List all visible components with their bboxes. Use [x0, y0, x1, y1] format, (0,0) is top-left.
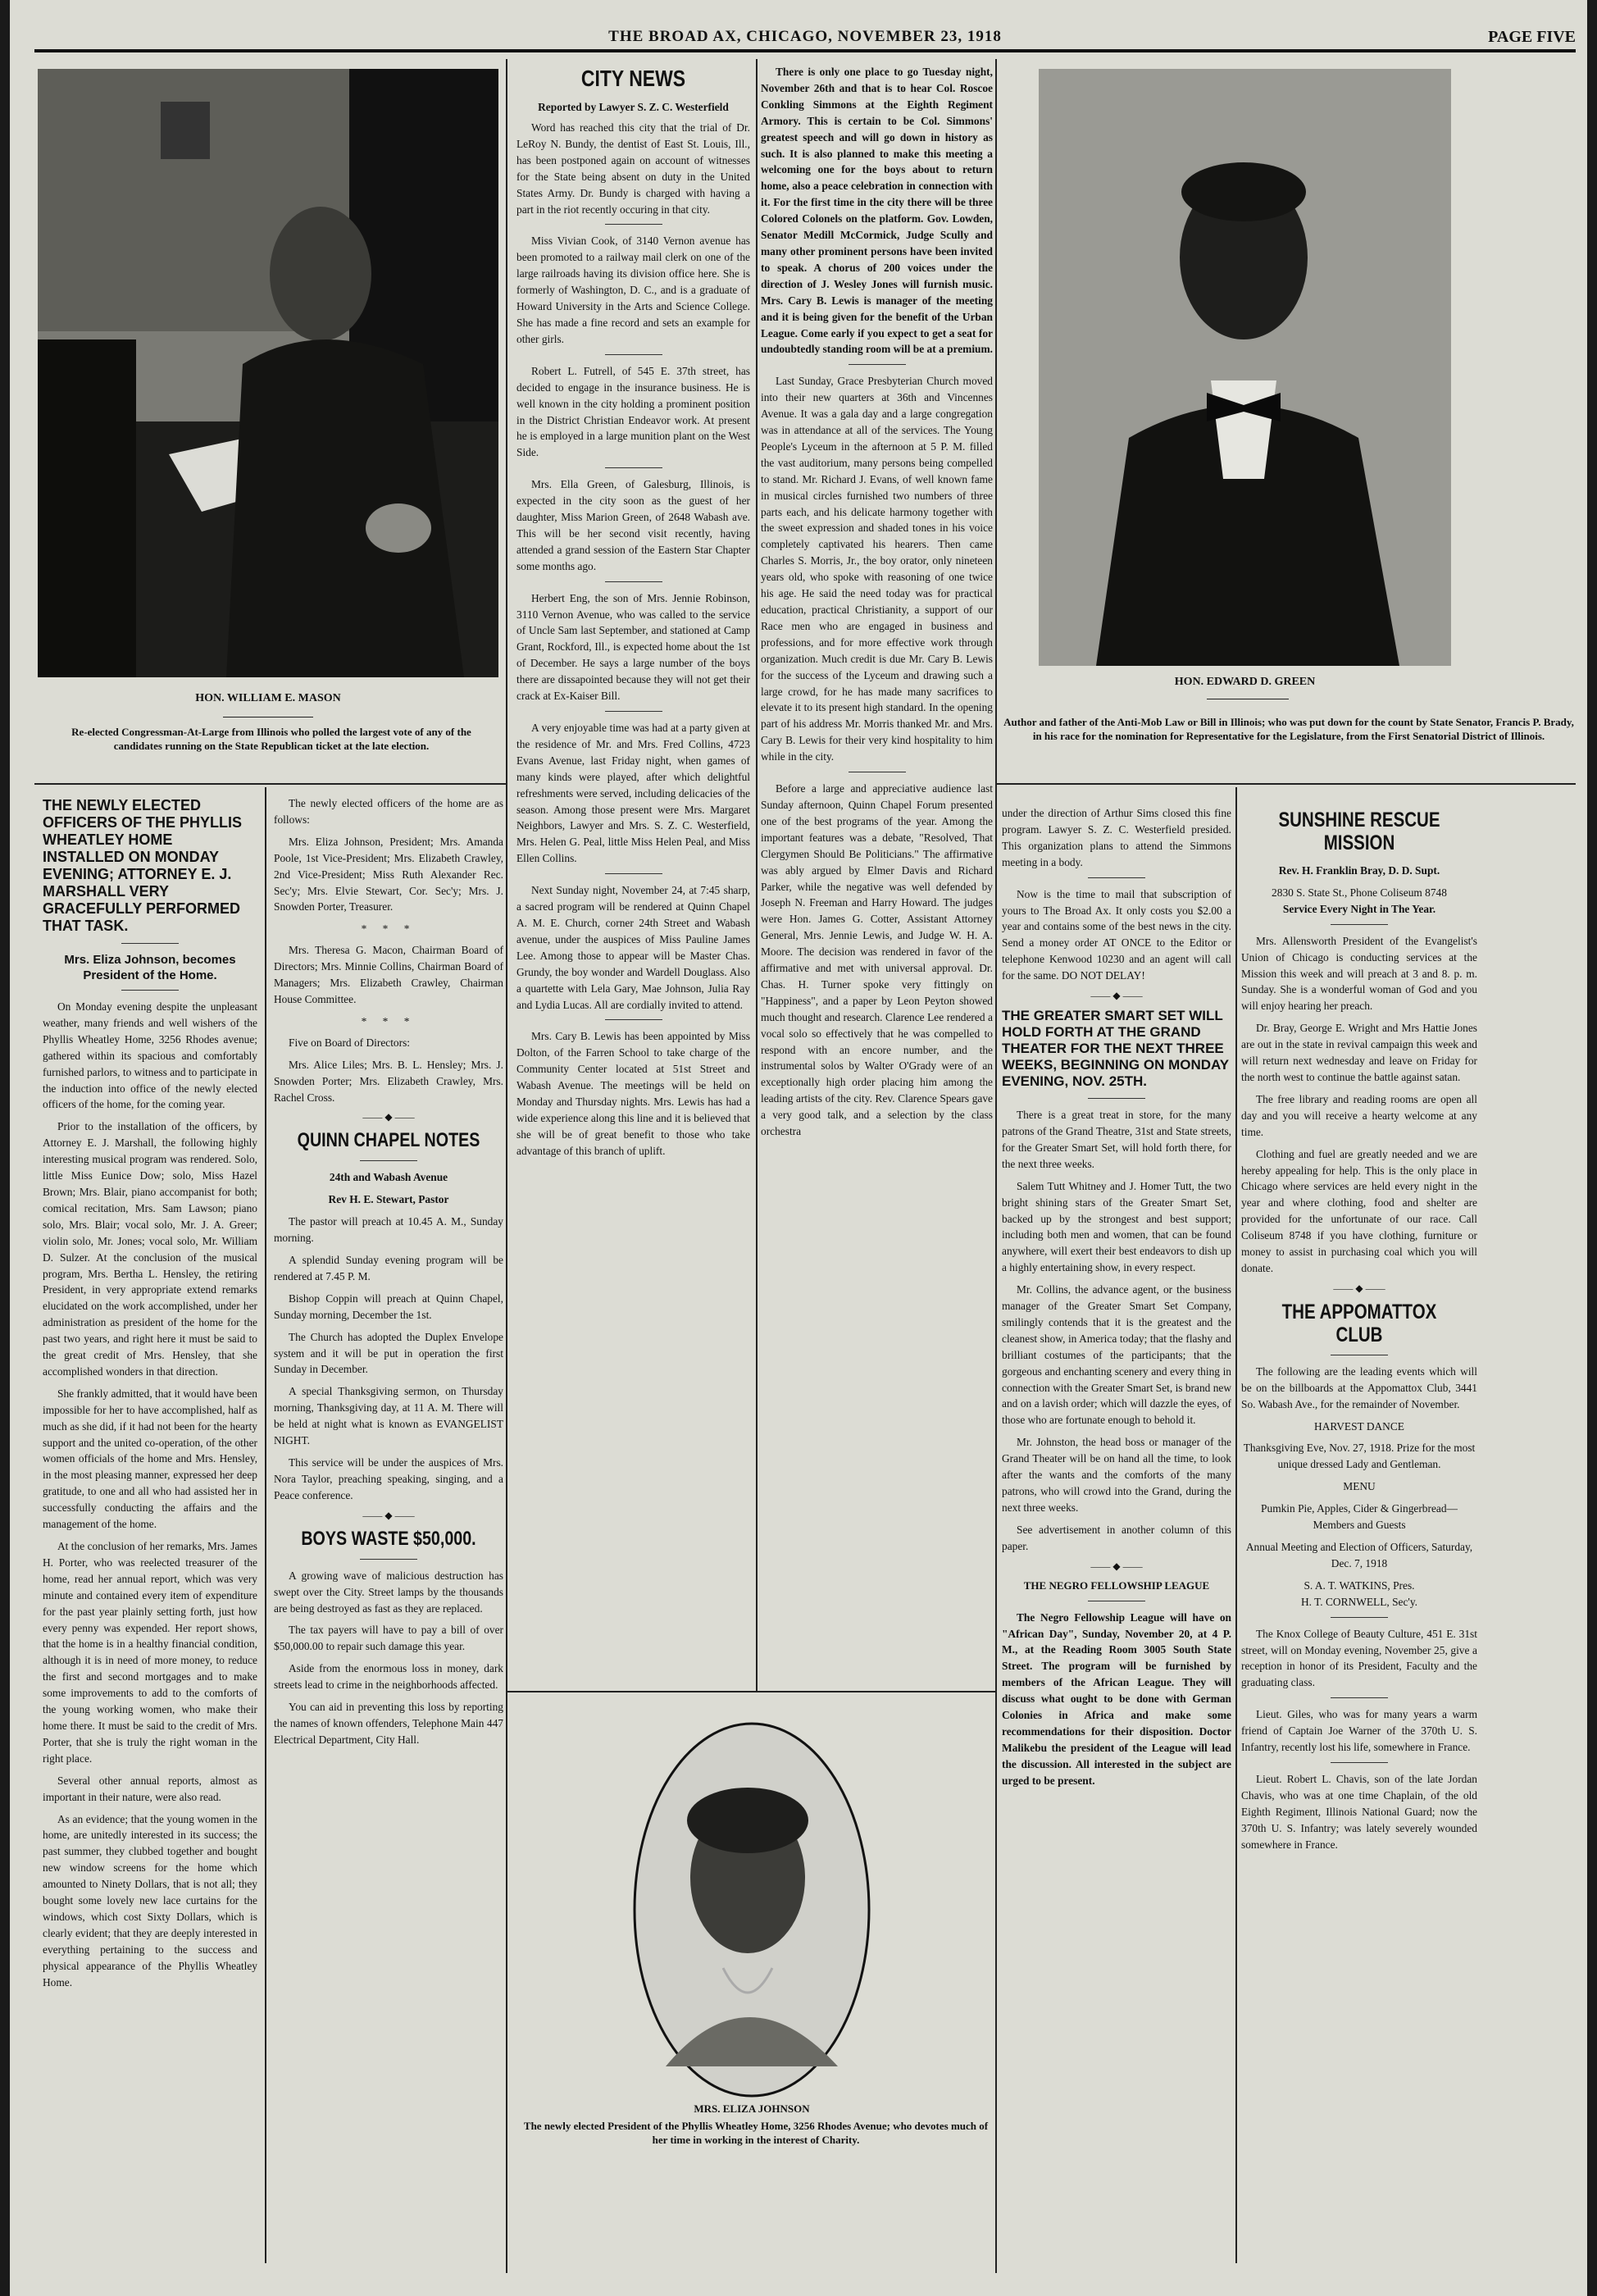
phyllis-paragraph: On Monday evening despite the unpleasant weather, many friends and well wishers of the Phyllis Wheatley Home, 3256 Rhodes avenue; gathered within its spacious and comfortably furnished parlors, to witness and to participate in the induction into office of the newly elected officers of the home, for the coming year. [43, 1000, 257, 1111]
phyllis-paragraph: Five on Board of Directors: [289, 1036, 411, 1049]
quinn-paragraph: A splendid Sunday evening program will be rendered at 7.45 P. M. [274, 1254, 503, 1282]
smart-set-headline: THE GREATER SMART SET WILL HOLD FORTH AT THE GRAND THEATER FOR THE NEXT THREE WEEKS, BEGINNING ON MONDAY EVENING, NOV. 25TH. [1002, 1008, 1229, 1090]
separator [1331, 924, 1388, 925]
quinn-paragraph: Bishop Coppin will preach at Quinn Chapel, Sunday morning, December the 1st. [274, 1292, 503, 1321]
knox-paragraph: The Knox College of Beauty Culture, 451 E. 31st street, will on Monday evening, November 25, give a reception in honor of its President, Faculty and the graduating class. [1241, 1627, 1477, 1689]
city-news-article [516, 62, 750, 1165]
mason-description: Re-elected Congressman-At-Large from Illinois who polled the largest vote of any of the candidates running on the State Republican ticket at the late election. [71, 726, 471, 752]
ornament: —— ◆ —— [1090, 1560, 1143, 1572]
column-five [1002, 805, 1231, 1795]
separator [605, 467, 662, 468]
phyllis-paragraph: At the conclusion of her remarks, Mrs. James H. Porter, who was reelected treasurer of the home, read her annual report, which was very minute and contained every item of expenditure for the past year plainly setting forth, just how every penny was expended. Her report shows, that the home is in a healthy financial condition, although it is in need of more money, to reduce the first and second mortgages and to make some improvements to add to the comforts of the young working women, who make their home there. It must be said to the credit of Mrs. Porter, that she is truly the right woman in the right place. [43, 1540, 257, 1765]
separator [1088, 877, 1145, 878]
appomattox-dance: HARVEST DANCE [1314, 1419, 1404, 1433]
caption-rule [223, 717, 313, 718]
column-rule [756, 59, 758, 1691]
quinn-headline: QUINN CHAPEL NOTES [297, 1129, 480, 1152]
grace-church-paragraph: Last Sunday, Grace Presbyterian Church moved into their new quarters at 36th and Vincennes Avenue. It was a gala day and a large congregation was in attendance at all of the services. The Young People's Lyceum in the afternoon at 5 P. M. filled the vast auditorium, many persons being compelled to stand. Mr. Richard J. Evans, of well known fame in musical circles furnished two numbers of three parts each, and his delicate harmony together with the sweet expression and shaded tones in his voice completely captivated his hearers. Then came Charles S. Morris, Jr., the boy orator, only nineteen years old, who spoke with reasoning of one twice his age. He said the need today was for practical education, practical Christianity, a support of our Race men who are engaged in business and professions, and for more effective work through organization. Much credit is due Mr. Cary B. Lewis for the success of the Lyceum and drawing such a large crowd, for he has made many sacrifices to elevate it to its present high standard. In the opening part of his address Mr. Morris thanked Mr. and Mrs. Cary B. Lewis for their very kind hospitality to him while in the city. [761, 375, 993, 763]
sunshine-address: 2830 S. State St., Phone Coliseum 8748 [1272, 886, 1447, 899]
appomattox-president: S. A. T. WATKINS, Pres. [1304, 1578, 1415, 1592]
quinn-paragraph: A special Thanksgiving sermon, on Thursday morning, Thanksgiving day, at 11 A. M. There will be held at night what is known as EVANGELIST NIGHT. [274, 1385, 503, 1447]
separator-dots: * * * [361, 922, 416, 936]
fellowship-headline: THE NEGRO FELLOWSHIP LEAGUE [1023, 1578, 1210, 1592]
masthead-line: THE BROAD AX, CHICAGO, NOVEMBER 23, 1918 [608, 28, 1002, 45]
mason-portrait [38, 69, 498, 677]
column-rule [506, 59, 507, 2273]
column-rule [995, 59, 997, 2273]
appomattox-menu-items: Pumkin Pie, Apples, Cider & Gingerbread—Members and Guests [1261, 1502, 1458, 1532]
phyllis-subhead: Mrs. Eliza Johnson, becomes President of the Home. [64, 953, 236, 982]
smart-set-paragraph: Mr. Johnston, the head boss or manager of the Grand Theater will be on hand all the time, to look after the wants and the comforts of the many patrons, who will crowd into the Grand, during the next three weeks. [1002, 1436, 1231, 1514]
phyllis-headline: THE NEWLY ELECTED OFFICERS OF THE PHYLLIS WHEATLEY HOME INSTALLED ON MONDAY EVENING; ATTORNEY E. J. MARSHALL VERY GRACEFULLY PERFORMED THAT TASK. [43, 797, 243, 934]
eliza-johnson-portrait [633, 1722, 871, 2098]
green-caption: HON. EDWARD D. GREEN [1174, 676, 1316, 688]
city-news-paragraph: Next Sunday night, November 24, at 7:45 sharp, a sacred program will be rendered at Quinn Chapel A. M. E. Church, corner 24th Street and Wabash avenue, under the auspices of Miss Pauline James Lee. Among those to appear will be Master Chas. Grundy, the boy wonder and Wardell Douglass. Also a quartette with Lela Gary, Mae Johnson, Julia Ray and Lydia Lucas. All are cordially invited to attend. [516, 884, 750, 1011]
separator [1088, 1098, 1145, 1099]
separator [605, 711, 662, 712]
smart-set-paragraph: Mr. Collins, the advance agent, or the business manager of the Greater Smart Set Company, smilingly contends that it is the greatest and the cleanest show, in America today; that the flashy and brilliant costumes of the participants; that the gorgeous and enchanting scenery and every thing in connection with the Greater Smart Set, is brand new and on a lavish order; which will dazzle the eyes, of those who are fortunate enough to behold it. [1002, 1283, 1232, 1427]
separator [121, 990, 179, 991]
sunshine-headline: SUNSHINE RESCUE MISSION [1278, 809, 1440, 854]
separator-dots: * * * [361, 1014, 416, 1027]
separator [1331, 1617, 1388, 1618]
chavis-paragraph: Lieut. Robert L. Chavis, son of the late Jordan Chavis, who was at one time Chaplain, of the old Eighth Regiment, Illinois National Guard; now the 370th U. S. Infantry; was lately severely wounded somewhere in France. [1241, 1772, 1477, 1851]
phyllis-paragraph: Several other annual reports, almost as important in their nature, were also read. [43, 1774, 257, 1803]
separator [360, 1160, 417, 1161]
separator [1331, 1762, 1388, 1763]
sunshine-paragraph: Mrs. Allensworth President of the Evangelist's Union of Chicago is conducting services at the Mission this week and will preach at 3 and 8. p. m. Sunday. She is a wonderful woman of God and you will enjoy hearing her preach. [1241, 934, 1477, 1013]
section-rule [507, 1691, 996, 1692]
boys-paragraph: Aside from the enormous loss in money, dark streets lead to crime in the neighborhoods affected. [274, 1662, 503, 1692]
sunshine-service: Service Every Night in The Year. [1282, 902, 1436, 915]
separator [605, 224, 662, 225]
phyllis-board: Mrs. Theresa G. Macon, Chairman Board of Directors; Mrs. Minnie Collins, Chairman Board of Managers; Mrs. Elizabeth Crawley, Chairman House Committee. [274, 944, 503, 1005]
city-news-paragraph: Herbert Eng, the son of Mrs. Jennie Robinson, 3110 Vernon Avenue, who was called to the service of Uncle Sam last September, and stationed at Camp Grant, Rockford, Ill., is expected home about the 1st of December. He says a large number of the boys there are dissapointed because they will not get their crack at Ex-Kaiser Bill. [516, 591, 750, 703]
section-rule [996, 783, 1576, 785]
city-news-paragraph: Robert L. Futrell, of 545 E. 37th street, has decided to engage in the insurance business. He is well known in the city holding a prominent position in the District Christian Endeavor work. At present he is employed in a large munition plant on the West Side. [516, 364, 750, 459]
green-portrait-image [1039, 69, 1451, 666]
phyllis-paragraph: The newly elected officers of the home are as follows: [274, 797, 503, 826]
ornament: —— ◆ —— [362, 1111, 415, 1123]
city-news-paragraph: Mrs. Ella Green, of Galesburg, Illinois, is expected in the city soon as the guest of her daughter, Miss Marion Green, of 2648 Wabash ave. This will be her second visit recently, having attended a grand session of the Eastern Star Chapter some months ago. [516, 478, 750, 572]
city-news-headline: CITY NEWS [580, 66, 686, 91]
phyllis-paragraph: She frankly admitted, that it would have been impossible for her to have accomplished, half as much as she did, if it had not been for the hearty support and the united co-operation, of the other women officials of the home and Mrs. Hensley, in the most pleasing manner, expressed her deep gratitude, to one and all who had assisted her in successfully conducting the affairs and the management of the home. [43, 1387, 257, 1531]
city-news-paragraph: A very enjoyable time was had at a party given at the residence of Mr. and Mrs. Fred Collins, 4723 Evans Avenue, last Friday night, when games of many kinds were played, after which delightful refreshments were served, including delicacies of the season. Among those present were Mrs. Margaret Neighbors, Lawyer and Mrs. S. Z. C. Westerfield, Mrs. Helen G. Peal, little Miss Helen Peal, and Miss Ellen Collins. [516, 722, 750, 865]
forum-continued: under the direction of Arthur Sims closed this fine program. Lawyer S. Z. C. Westerfield presided. This organization plans to attend the Simmons meeting in a body. [1002, 807, 1231, 868]
smart-set-paragraph: Salem Tutt Whitney and J. Homer Tutt, the two bright shining stars of the Greater Smart Set, backed up by the strongest and best support; including both men and women, that can be found anywhere, will exert their best endeavors to dish up a highly entertaining show, in every respect. [1002, 1179, 1231, 1274]
fellowship-paragraph: The Negro Fellowship League will have on "African Day", Sunday, November 20, at 4 P. M., at the Reading Room 3005 South State Street. The program will be furnished by members of the African League. They will discuss what ought to be done with German Colonies in Africa and make some recommendations for their disposition. Doctor Malikebu the president of the League will lead the discussion. All interested in the subject are urged to be present. [1002, 1610, 1231, 1787]
phyllis-officers: Mrs. Eliza Johnson, President; Mrs. Amanda Poole, 1st Vice-President; Mrs. Elizabeth Crawley, 2nd Vice-President; Miss Ruth Alexander Rec. Sec'y; Mrs. Elvie Stewart, Cor. Sec'y; Mrs. J. Snowden Porter, Treasurer. [274, 835, 503, 913]
eliza-johnson-portrait-image [633, 1722, 871, 2098]
quinn-pastor: Rev H. E. Stewart, Pastor [328, 1193, 449, 1206]
separator [1331, 1697, 1388, 1698]
separator [605, 354, 662, 355]
eliza-caption: MRS. ELIZA JOHNSON [694, 2102, 810, 2115]
appomattox-paragraph: The following are the leading events which will be on the billboards at the Appomattox Club, 3441 So. Wabash Ave., for the remainder of November. [1241, 1364, 1477, 1410]
boys-paragraph: A growing wave of malicious destruction has swept over the City. Street lamps by the thousands are being destroyed as fast as they are replaced. [274, 1569, 503, 1615]
page-number: PAGE FIVE [1488, 28, 1576, 46]
separator [605, 581, 662, 582]
quinn-paragraph: The pastor will preach at 10.45 A. M., Sunday morning. [274, 1215, 503, 1245]
mason-portrait-image [38, 69, 498, 677]
sunshine-paragraph: Dr. Bray, George E. Wright and Mrs Hattie Jones are out in the state in revival campaign this week and will return next wednesday and leave on Friday for the north west to continue the battle against satan. [1241, 1022, 1477, 1083]
phyllis-paragraph: Prior to the installation of the officers, by Attorney E. J. Marshall, the following highly interesting musical program was rendered. Solo, little Miss Eunice Dow; solo, Miss Hazel Brown; Mrs. Blair, piano accompanist for both; comical recitation, Mrs. Sam Lawson; piano solo, Mrs. Blair; vocal solo, Mr. J. A. Greer; violin solo, Mr. Jones; vocal solo, Mr. William D. Sulzer. At the conclusion of the musical program, Mrs. Bertha L. Hensley, the retiring President, in very appropriate extend remarks elucidated on the work accomplished, under her administration as president of the home for the past two years, and right here it must be said to the great credit of Mrs. Hensley, that she accomplished wonders in that direction. [43, 1120, 257, 1378]
newspaper-page [10, 0, 1587, 2296]
giles-paragraph: Lieut. Giles, who was for many years a warm friend of Captain Joe Warner of the 370th U. S. Infantry, recently lost his life, somewhere in France. [1241, 1708, 1477, 1754]
column-four [761, 64, 993, 1146]
ornament: —— ◆ —— [362, 1509, 415, 1521]
column-rule [265, 787, 266, 2263]
column-rule [1235, 787, 1237, 2263]
appomattox-meeting: Annual Meeting and Election of Officers, Saturday, Dec. 7, 1918 [1245, 1541, 1473, 1569]
city-news-paragraph: Word has reached this city that the trial of Dr. LeRoy N. Bundy, the dentist of East St. Louis, Ill., has been postponed again on account of witnesses for the State being absent on duty in the United States Army. Dr. Bundy is charged with having a part in the riot recently occuring in that city. [516, 121, 750, 216]
sunshine-pastor: Rev. H. Franklin Bray, D. D. Supt. [1278, 864, 1440, 877]
separator [605, 1019, 662, 1020]
smart-set-paragraph: See advertisement in another column of this paper. [1002, 1523, 1231, 1552]
sunshine-paragraph: Clothing and fuel are greatly needed and we are hereby appealing for help. This is the only place in Chicago where services are held every night in the year and where clothing, food and shelter are provided for the unfortunate of our race. Call Coliseum 8748 if you have clothing, furniture or money to assist in purchasing coal which you will donate. [1241, 1147, 1477, 1274]
phyllis-directors: Mrs. Alice Liles; Mrs. B. L. Hensley; Mrs. J. Snowden Porter; Mrs. Elizabeth Crawley, Mrs. Rachel Cross. [274, 1058, 503, 1104]
appomattox-headline: THE APPOMATTOX CLUB [1281, 1300, 1437, 1346]
separator [849, 364, 906, 365]
ornament: —— ◆ —— [1090, 990, 1143, 1002]
appomattox-secretary: H. T. CORNWELL, Sec'y. [1301, 1595, 1417, 1608]
phyllis-paragraph: As an evidence; that the young women in the home, are unitedly interested in its success; the past summer, they clubbed together and bought new window screens for the home which amounted to Ninety Dollars, that is not all; they bought some lovely new lace curtains for the windows, which cost Sixty Dollars, which is clearly evident; that they are deeply interested in everything pertaining to the success and physical appearance of the Phyllis Wheatley Home. [43, 1812, 257, 1988]
city-news-byline: Reported by Lawyer S. Z. C. Westerfield [538, 101, 729, 113]
quinn-address: 24th and Wabash Avenue [329, 1171, 448, 1184]
section-rule [34, 783, 507, 785]
green-portrait [1039, 69, 1451, 666]
appomattox-dance-details: Thanksgiving Eve, Nov. 27, 1918. Prize for the most unique dressed Lady and Gentleman. [1243, 1442, 1476, 1471]
city-news-paragraph: Mrs. Cary B. Lewis has been appointed by Miss Dolton, of the Farren School to take charge of the Community Center located at 51st Street and Wabash Avenue. The meetings will be held on Monday and Thursday nights. Mrs. Lewis has had a wide experience along this line and it is believed that she will be of great benefit to those who take advantage of this branch of uplift. [516, 1030, 750, 1157]
boys-paragraph: You can aid in preventing this loss by reporting the names of known offenders, Telephone Main 447 Electrical Department, City Hall. [274, 1701, 503, 1746]
eliza-description: The newly elected President of the Phyllis Wheatley Home, 3256 Rhodes Avenue; who devotes much of her time in working in the interest of Charity. [523, 2120, 989, 2146]
column-six [1241, 805, 1477, 1859]
city-news-paragraph: Miss Vivian Cook, of 3140 Vernon avenue has been promoted to a railway mail clerk on one of the large railroads having its division office here. She is formerly of Washington, D. C., and is a graduate of Howard University in the Arts and Science College. She has made a fine record and sets an example for other girls. [516, 235, 750, 345]
separator [605, 873, 662, 874]
subscription-notice: Now is the time to mail that subscription of yours to The Broad Ax. It only costs you $2.00 a year and contains some of the best news in the city. Send a money order AT ONCE to the Editor or telephone Kenwood 10230 and an agent will call for the same. DO NOT DELAY! [1002, 887, 1231, 982]
phyllis-wheatley-article [43, 797, 257, 1990]
simmons-paragraph: There is only one place to go Tuesday night, November 26th and that is to hear Col. Roscoe Conkling Simmons at the Eighth Regiment Armory. This is certain to be Col. Simmons' greatest speech and will go down in history as such. It is also planned to make this meeting a welcoming one for the boys about to return home, also a peace celebration in connection with it. For the first time in the city there will be three Colored Colonels on the platform. Gov. Lowden, Senator Medill McCormick, Judge Scully and many other prominent persons have been invited to speak. A chorus of 200 voices under the direction of J. Wesley Jones will furnish music. Mrs. Cary B. Lewis is manager of the meeting and it is being given for the benefit of the Urban League. Come early if you expect to get a seat for undoubtedly standing room will be at a premium. [761, 66, 993, 356]
boys-headline: BOYS WASTE $50,000. [301, 1527, 476, 1550]
green-description: Author and father of the Anti-Mob Law or Bill in Illinois; who was put down for the count by State Senator, Francis P. Brady, in his race for the nomination for Representative for the Legislature, from the First Senatorial District of Illinois. [1003, 716, 1574, 742]
separator [121, 943, 179, 944]
quinn-paragraph: This service will be under the auspices of Mrs. Nora Taylor, preaching speaking, singing, and a Peace conference. [274, 1456, 503, 1501]
appomattox-menu: MENU [1343, 1480, 1376, 1493]
mason-caption: HON. WILLIAM E. MASON [195, 692, 341, 704]
page-header [34, 23, 1576, 52]
sunshine-paragraph: The free library and reading rooms are open all day and you will receive a hearty welcome at any time. [1241, 1092, 1477, 1138]
separator [360, 1559, 417, 1560]
ornament: —— ◆ —— [1333, 1282, 1385, 1294]
quinn-paragraph: The Church has adopted the Duplex Envelope system and it will be put in operation the first Sunday in December. [274, 1330, 503, 1376]
column-two [274, 795, 503, 1754]
smart-set-paragraph: There is a great treat in store, for the many patrons of the Grand Theatre, 31st and State streets, for the Greater Smart Set, will hold forth there, for the next three weeks. [1002, 1109, 1231, 1170]
quinn-forum-paragraph: Before a large and appreciative audience last Sunday afternoon, Quinn Chapel Forum presented one of the best programs of the year. Among the important features was a debate, "Resolved, That Clergymen Should Be Politicians." The affirmative was ably argued by Elmer Davis and Richard Parker, while the negative was well defended by Joseph N. Freeman and Harry Howard. The judges were Hon. James G. Cotter, Assistant Attorney General, Mrs. Jennie Lewis, and Judge W. H. A. Moore. The decision was rendered in favor of the affirmative and met with universal approval. Dr. Chas. H. Turner spoke very fittingly on "Happiness", and a paper by Leon Peyton showed much thought and research. Clarence Lee rendered a vocal solo so effectively that he was compelled to respond with an encore number, and the instrumental solos by Walter O'Grady were of an exceptionally high order placing him among the leading artists of the city. Rev. Clarence Spears gave a very good talk, and a selection by the class orchestra [761, 782, 993, 1138]
boys-paragraph: The tax payers will have to pay a bill of over $50,000.00 to repair such damage this year. [274, 1624, 503, 1653]
